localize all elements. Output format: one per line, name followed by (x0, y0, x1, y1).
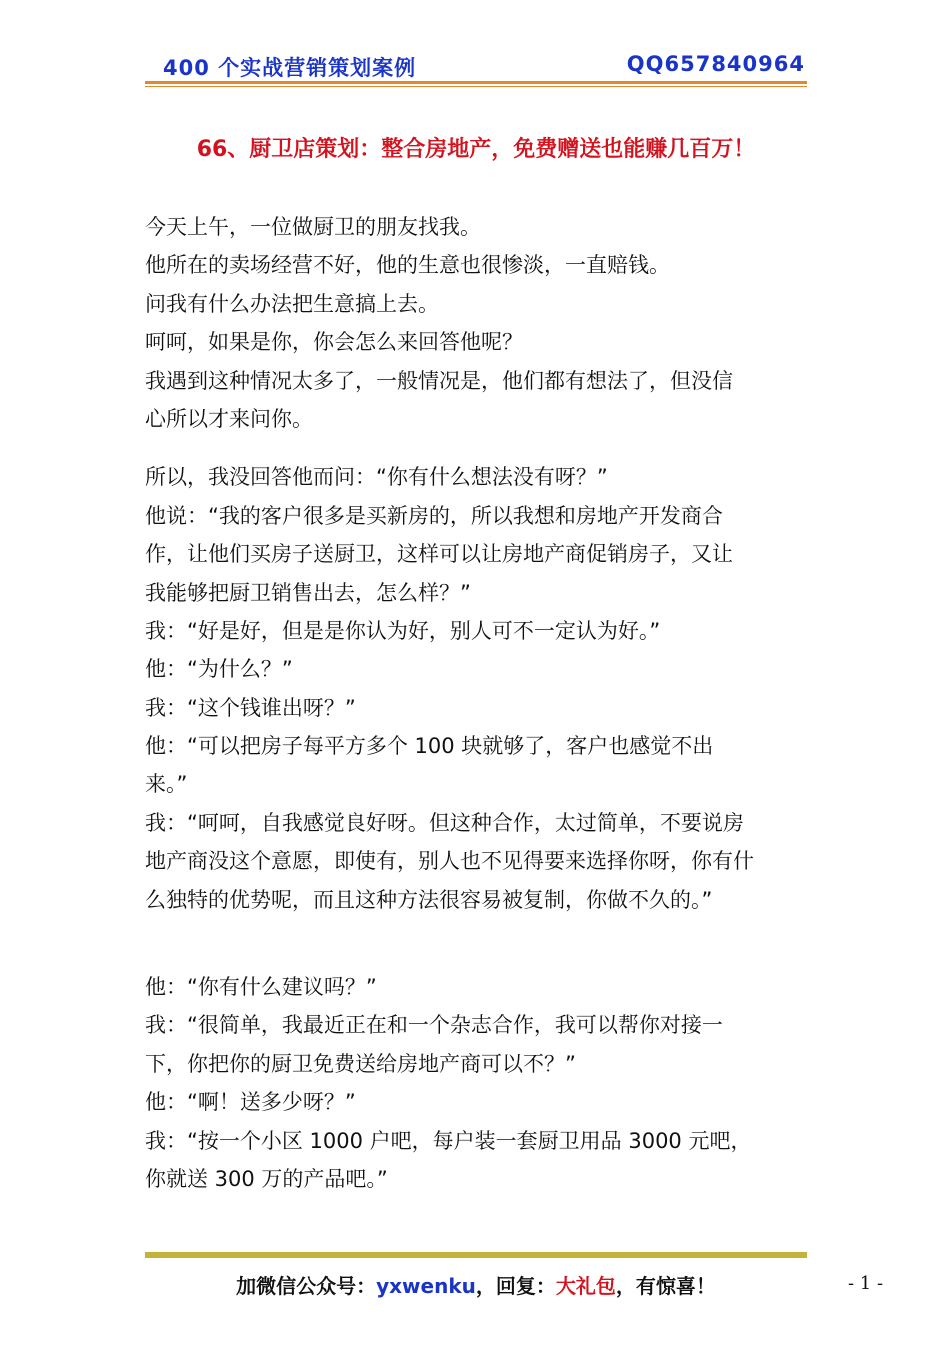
header-rule-thin (145, 86, 807, 87)
article-body (145, 208, 810, 1198)
footer-suffix: ，有惊喜！ (615, 1274, 716, 1298)
text-line: 呵呵，如果是你，你会怎么来回答他呢？ (145, 330, 523, 355)
text-line: 他：“为什么？” (145, 657, 293, 682)
footer-middle: ，回复： (475, 1274, 556, 1298)
footer-promo (145, 1270, 807, 1299)
article-title: 66、厨卫店策划：整合房地产，免费赠送也能赚几百万！ (196, 137, 756, 162)
text-line: 我：“按一个小区 1000 户吧，每户装一套厨卫用品 3000 元吧， (145, 1128, 752, 1153)
text-line: 我能够把厨卫销售出去，怎么样？” (145, 580, 471, 605)
text-line: 他所在的卖场经营不好，他的生意也很惨淡，一直赔钱。 (145, 253, 670, 278)
text-line: 他：“你有什么建议吗？” (145, 975, 377, 1000)
text-line: 地产商没这个意愿，即使有，别人也不见得要来选择你呀，你有什 (145, 849, 754, 874)
header-series-title: 400 个实战营销策划案例 (163, 56, 417, 80)
text-line: 我：“很简单，我最近正在和一个杂志合作，我可以帮你对接一 (145, 1013, 723, 1038)
text-line: 今天上午，一位做厨卫的朋友找我。 (145, 215, 481, 239)
header-qq-number: QQ657840964 (626, 52, 805, 76)
text-line: 问我有什么办法把生意搞上去。 (145, 291, 439, 316)
text-line: 所以，我没回答他而问：“你有什么想法没有呀？” (145, 465, 608, 490)
text-line: 么独特的优势呢，而且这种方法很容易被复制，你做不久的。” (145, 887, 713, 912)
paragraph-2 (145, 458, 810, 919)
header-rule (145, 81, 807, 84)
text-line: 我：“这个钱谁出呀？” (145, 695, 356, 720)
footer-account: yxwenku (376, 1274, 476, 1298)
text-line: 我遇到这种情况太多了，一般情况是，他们都有想法了，但没信 (145, 368, 733, 393)
paragraph-1 (145, 208, 810, 438)
page-number: - 1 - (848, 1273, 884, 1294)
text-line: 我：“呵呵，自我感觉良好呀。但这种合作，太过简单，不要说房 (145, 810, 744, 835)
text-line: 他：“可以把房子每平方多个 100 块就够了，客户也感觉不出 (145, 734, 714, 759)
text-line: 心所以才来问你。 (145, 406, 313, 431)
text-line: 你就送 300 万的产品吧。” (145, 1166, 388, 1191)
text-line: 作，让他们买房子送厨卫，这样可以让房地产商促销房子，又让 (145, 542, 733, 567)
text-line: 他：“啊！送多少呀？” (145, 1090, 356, 1115)
text-line: 下，你把你的厨卫免费送给房地产商可以不？” (145, 1051, 576, 1076)
footer-prefix: 加微信公众号： (236, 1274, 377, 1298)
footer-rule (145, 1252, 807, 1258)
text-line: 他说：“我的客户很多是买新房的，所以我想和房地产开发商合 (145, 503, 723, 528)
paragraph-3 (145, 968, 810, 1198)
text-line: 来。” (145, 772, 188, 797)
text-line: 我：“好是好，但是是你认为好，别人可不一定认为好。” (145, 618, 661, 643)
footer-keyword: 大礼包 (555, 1274, 616, 1298)
